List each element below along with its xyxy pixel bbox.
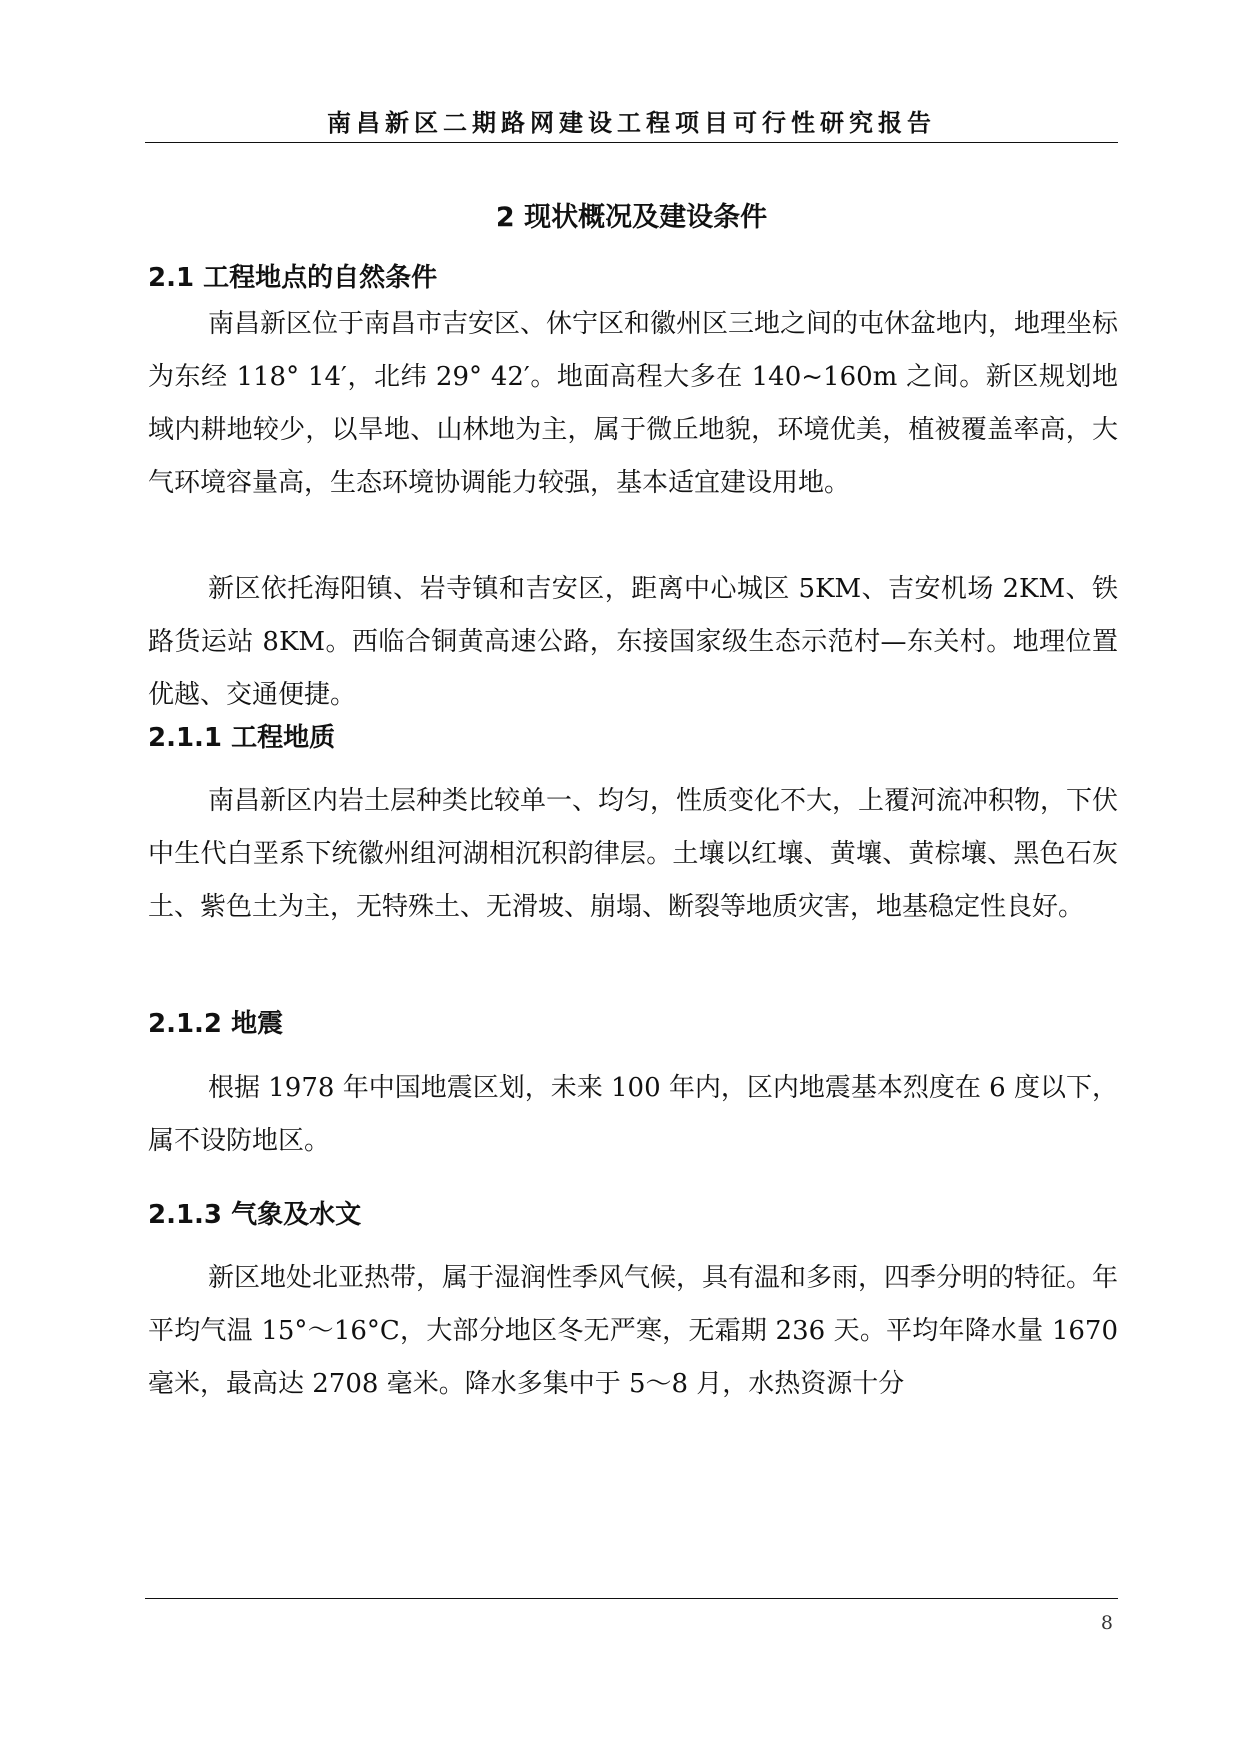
section-heading-2-1-1: 2.1.1 工程地质 [148,723,336,753]
footer-divider [145,1598,1118,1599]
paragraph-geology: 南昌新区内岩土层种类比较单一、均匀，性质变化不大，上覆河流冲积物，下伏中生代白垩系下统徽州组河湖相沉积韵律层。土壤以红壤、黄壤、黄棕壤、黑色石灰土、紫色土为主，无特殊土、无滑坡、崩塌、断裂等地质灾害，地基稳定性良好。 [148,786,1119,922]
paragraph-transport: 新区依托海阳镇、岩寺镇和吉安区，距离中心城区 5KM、吉安机场 2KM、铁路货运站 8KM。西临合铜黄高速公路，东接国家级生态示范村—东关村。地理位置优越、交通便捷。 [148,574,1118,710]
page-number: 8 [1100,1612,1113,1634]
section-heading-2-1-3: 2.1.3 气象及水文 [148,1200,362,1230]
chapter-title: 2 现状概况及建设条件 [495,202,768,233]
paragraph-location: 南昌新区位于南昌市吉安区、休宁区和徽州区三地之间的屯休盆地内，地理坐标为东经 118° 14′，北纬 29° 42′。地面高程大多在 140~160m 之间。新区规划地域内耕地较少，以旱地、山林地为主，属于微丘地貌，环境优美，植被覆盖率高，大气环境容量高，生态环境协调能力较强，基本适宜建设用地。 [148,309,1119,498]
paragraph-climate: 新区地处北亚热带，属于湿润性季风气候，具有温和多雨，四季分明的特征。年平均气温 15°～16°C，大部分地区冬无严寒，无霜期 236 天。平均年降水量 1670 毫米，最高达 2708 毫米。降水多集中于 5～8 月，水热资源十分 [148,1263,1119,1399]
paragraph-earthquake: 根据 1978 年中国地震区划，未来 100 年内，区内地震基本烈度在 6 度以下，属不设防地区。 [148,1073,1118,1156]
section-heading-2-1: 2.1 工程地点的自然条件 [148,263,438,293]
document-header-title: 南昌新区二期路网建设工程项目可行性研究报告 [327,109,936,137]
header-divider [145,142,1118,143]
section-heading-2-1-2: 2.1.2 地震 [148,1009,284,1039]
